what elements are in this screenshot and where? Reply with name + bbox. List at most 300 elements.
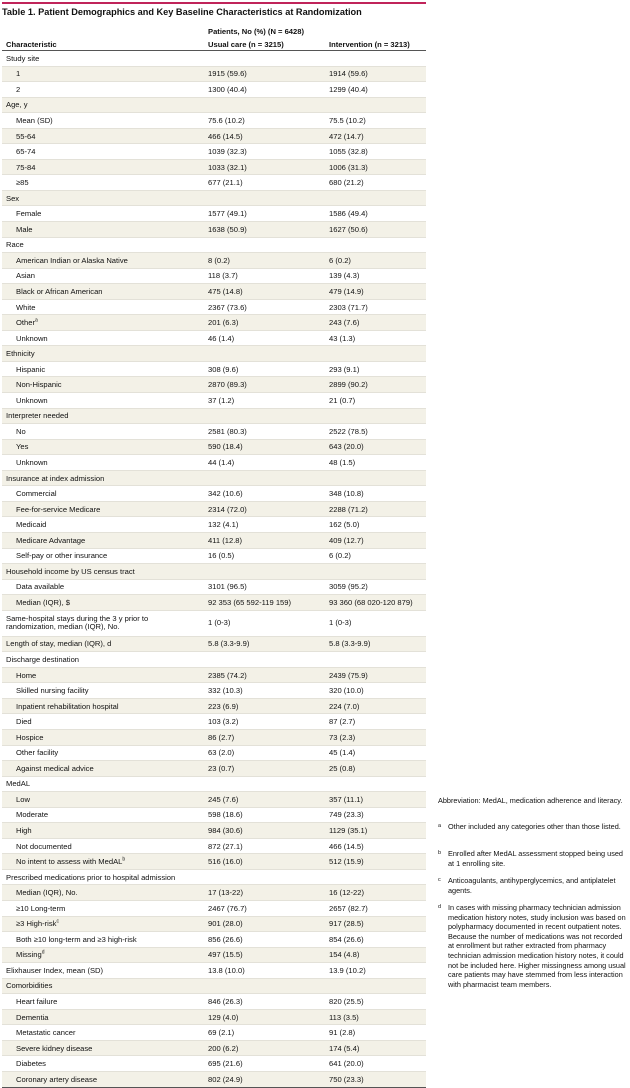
usual-care-value: 308 (9.6)	[200, 361, 321, 377]
row-label	[2, 698, 200, 714]
table-row	[2, 610, 426, 636]
row-label-text: Commercial	[16, 489, 57, 499]
table-row	[2, 455, 426, 471]
intervention-value: 91 (2.8)	[321, 1025, 426, 1041]
row-label	[2, 610, 200, 636]
table-row	[2, 838, 426, 854]
usual-care-value: 46 (1.4)	[200, 330, 321, 346]
table-row	[2, 994, 426, 1010]
intervention-value: 45 (1.4)	[321, 745, 426, 761]
intervention-value: 1914 (59.6)	[321, 66, 426, 82]
intervention-value: 293 (9.1)	[321, 361, 426, 377]
usual-care-value	[200, 51, 321, 67]
table-row	[2, 636, 426, 652]
intervention-value: 93 360 (68 020-120 879)	[321, 595, 426, 611]
intervention-value: 466 (14.5)	[321, 838, 426, 854]
intervention-value: 512 (15.9)	[321, 854, 426, 870]
footnote-c	[438, 876, 628, 895]
table-title: Table 1. Patient Demographics and Key Baseline Characteristics at Randomization	[2, 7, 362, 17]
usual-care-value: 2467 (76.7)	[200, 900, 321, 916]
usual-care-value: 2314 (72.0)	[200, 501, 321, 517]
row-label-text: Ethnicity	[6, 349, 35, 359]
usual-care-value: 245 (7.6)	[200, 792, 321, 808]
table-row	[2, 82, 426, 98]
usual-care-value: 1915 (59.6)	[200, 66, 321, 82]
row-label	[2, 932, 200, 948]
intervention-value: 1299 (40.4)	[321, 82, 426, 98]
row-label	[2, 916, 200, 932]
usual-care-value: 1039 (32.3)	[200, 144, 321, 160]
row-label	[2, 439, 200, 455]
intervention-value: 75.5 (10.2)	[321, 113, 426, 129]
row-label-text: Household income by US census tract	[6, 566, 135, 576]
row-label-text: Metastatic cancer	[16, 1028, 76, 1038]
usual-care-value: 695 (21.6)	[200, 1056, 321, 1072]
usual-care-value	[200, 564, 321, 580]
intervention-value: 1129 (35.1)	[321, 823, 426, 839]
intervention-value	[321, 869, 426, 885]
row-label	[2, 994, 200, 1010]
section-row	[2, 51, 426, 67]
row-label	[2, 268, 200, 284]
usual-care-value: 497 (15.5)	[200, 947, 321, 963]
usual-care-value: 44 (1.4)	[200, 455, 321, 471]
intervention-value: 750 (23.3)	[321, 1072, 426, 1088]
usual-care-value: 103 (3.2)	[200, 714, 321, 730]
footnote-marker: c	[56, 918, 59, 925]
row-label-text: No	[16, 426, 26, 436]
row-label	[2, 947, 200, 963]
row-label-text: ≥10 Long-term	[16, 903, 66, 913]
row-label	[2, 761, 200, 777]
intervention-value: 917 (28.5)	[321, 916, 426, 932]
row-label	[2, 517, 200, 533]
intervention-value: 2522 (78.5)	[321, 424, 426, 440]
table-row	[2, 253, 426, 269]
row-label-text: American Indian or Alaska Native	[16, 255, 128, 265]
table-row	[2, 284, 426, 300]
table-row	[2, 159, 426, 175]
section-row	[2, 652, 426, 668]
table-row	[2, 361, 426, 377]
usual-care-value: 86 (2.7)	[200, 729, 321, 745]
usual-care-value	[200, 652, 321, 668]
intervention-value: 357 (11.1)	[321, 792, 426, 808]
intervention-value: 113 (3.5)	[321, 1009, 426, 1025]
row-label-text: Male	[16, 224, 33, 234]
demographics-table	[2, 25, 426, 1088]
intervention-value: 154 (4.8)	[321, 947, 426, 963]
row-label-text: Died	[16, 717, 32, 727]
row-label	[2, 548, 200, 564]
usual-care-value	[200, 776, 321, 792]
intervention-value: 1006 (31.3)	[321, 159, 426, 175]
table-row	[2, 501, 426, 517]
intervention-value: 820 (25.5)	[321, 994, 426, 1010]
row-label	[2, 1072, 200, 1088]
row-label-text: 1	[16, 69, 21, 79]
usual-care-value: 201 (6.3)	[200, 315, 321, 331]
row-label	[2, 113, 200, 129]
row-label-text: Home	[16, 670, 37, 680]
table-row	[2, 517, 426, 533]
row-label	[2, 1025, 200, 1041]
row-label-text: 55-64	[16, 131, 36, 141]
intervention-value	[321, 408, 426, 424]
intervention-value: 162 (5.0)	[321, 517, 426, 533]
abbreviation-note: Abbreviation: MedAL, medication adherence and literacy.	[438, 796, 623, 805]
usual-care-value: 2581 (80.3)	[200, 424, 321, 440]
row-label-text: Data available	[16, 582, 65, 592]
row-label	[2, 823, 200, 839]
section-label	[2, 237, 200, 253]
table-row	[2, 1009, 426, 1025]
row-label	[2, 1040, 200, 1056]
intervention-value: 13.9 (10.2)	[321, 963, 426, 979]
usual-care-value: 1577 (49.1)	[200, 206, 321, 222]
footnote-text: Anticoagulants, antihyperglycemics, and antiplatelet agents.	[448, 876, 616, 895]
row-label-text: No intent to assess with MedAL	[16, 857, 123, 867]
row-label-text: Hospice	[16, 732, 44, 742]
usual-care-value: 2367 (73.6)	[200, 299, 321, 315]
table-row	[2, 916, 426, 932]
row-label-text: Skilled nursing facility	[16, 686, 89, 696]
table-row	[2, 424, 426, 440]
characteristic-header: Characteristic	[2, 38, 200, 51]
row-label-text: MedAL	[6, 779, 31, 789]
intervention-value: 1 (0-3)	[321, 610, 426, 636]
intervention-value: 2899 (90.2)	[321, 377, 426, 393]
usual-care-value: 13.8 (10.0)	[200, 963, 321, 979]
table-row	[2, 698, 426, 714]
usual-care-value: 129 (4.0)	[200, 1009, 321, 1025]
header-row-span	[2, 25, 426, 38]
table-row	[2, 595, 426, 611]
intervention-value: 1055 (32.8)	[321, 144, 426, 160]
intervention-value: 3059 (95.2)	[321, 579, 426, 595]
section-label	[2, 51, 200, 67]
row-label-text: Median (IQR), No.	[16, 888, 78, 898]
row-label	[2, 486, 200, 502]
row-label	[2, 253, 200, 269]
usual-care-value	[200, 346, 321, 362]
footnote-mark: a	[438, 823, 442, 829]
intervention-value: 749 (23.3)	[321, 807, 426, 823]
row-label	[2, 424, 200, 440]
section-row	[2, 408, 426, 424]
usual-care-value: 856 (26.6)	[200, 932, 321, 948]
row-label	[2, 1009, 200, 1025]
row-label-text: Same-hospital stays during the 3 y prior to randomization, median (IQR), No.	[6, 613, 149, 632]
table-row	[2, 532, 426, 548]
intervention-value: 6 (0.2)	[321, 548, 426, 564]
row-label	[2, 579, 200, 595]
section-label	[2, 564, 200, 580]
row-label-text: Other facility	[16, 748, 59, 758]
intervention-value: 409 (12.7)	[321, 532, 426, 548]
footnote-d	[438, 903, 628, 989]
row-label-text: 2	[16, 84, 21, 94]
section-row	[2, 237, 426, 253]
intervention-value	[321, 237, 426, 253]
row-label-text: 75-84	[16, 162, 36, 172]
table-row	[2, 393, 426, 409]
intervention-value: 472 (14.7)	[321, 128, 426, 144]
usual-care-value: 16 (0.5)	[200, 548, 321, 564]
intervention-value	[321, 652, 426, 668]
row-label-text: Inpatient rehabilitation hospital	[16, 701, 119, 711]
usual-care-value: 1638 (50.9)	[200, 222, 321, 238]
table-row	[2, 714, 426, 730]
row-label	[2, 299, 200, 315]
usual-care-value	[200, 190, 321, 206]
usual-care-value: 475 (14.8)	[200, 284, 321, 300]
row-label-text: Interpreter needed	[6, 411, 69, 421]
footnote-mark: c	[438, 877, 441, 883]
row-label-text: Both ≥10 long-term and ≥3 high-risk	[16, 934, 137, 944]
section-label	[2, 978, 200, 994]
row-label	[2, 377, 200, 393]
intervention-value: 2303 (71.7)	[321, 299, 426, 315]
intervention-value: 21 (0.7)	[321, 393, 426, 409]
table-row	[2, 947, 426, 963]
row-label-text: ≥3 High-risk	[16, 919, 57, 929]
row-label	[2, 714, 200, 730]
usual-care-value: 3101 (96.5)	[200, 579, 321, 595]
table-row	[2, 729, 426, 745]
usual-care-value: 2385 (74.2)	[200, 667, 321, 683]
intervention-value: 479 (14.9)	[321, 284, 426, 300]
intervention-value: 16 (12-22)	[321, 885, 426, 901]
row-label-text: High	[16, 826, 32, 836]
intervention-value	[321, 776, 426, 792]
footnote-mark: b	[438, 850, 442, 856]
intervention-value	[321, 978, 426, 994]
footnote-marker: b	[122, 856, 126, 863]
row-label-text: Black or African American	[16, 286, 103, 296]
intervention-value: 48 (1.5)	[321, 455, 426, 471]
intervention-value	[321, 190, 426, 206]
table-body	[2, 51, 426, 1088]
row-label-text: Study site	[6, 53, 40, 63]
usual-care-value: 901 (28.0)	[200, 916, 321, 932]
section-row	[2, 869, 426, 885]
usual-care-value: 1 (0-3)	[200, 610, 321, 636]
row-label-text: Other	[16, 318, 35, 328]
row-label-text: Hispanic	[16, 364, 46, 374]
row-label	[2, 175, 200, 191]
footnote-marker: d	[41, 949, 45, 956]
table-row	[2, 268, 426, 284]
row-label	[2, 729, 200, 745]
row-label-text: 65-74	[16, 147, 36, 157]
intervention-value: 43 (1.3)	[321, 330, 426, 346]
row-label-text: Against medical advice	[16, 763, 94, 773]
intervention-value: 320 (10.0)	[321, 683, 426, 699]
row-label-text: Heart failure	[16, 997, 58, 1007]
table-row	[2, 175, 426, 191]
section-row	[2, 190, 426, 206]
usual-care-value: 1300 (40.4)	[200, 82, 321, 98]
intervention-value: 2657 (82.7)	[321, 900, 426, 916]
table-row	[2, 932, 426, 948]
usual-care-value: 984 (30.6)	[200, 823, 321, 839]
section-label	[2, 97, 200, 113]
row-label-text: Diabetes	[16, 1059, 46, 1069]
table-row	[2, 1072, 426, 1088]
intervention-value: 25 (0.8)	[321, 761, 426, 777]
intervention-value: 174 (5.4)	[321, 1040, 426, 1056]
row-label	[2, 792, 200, 808]
row-label-text: Prescribed medications prior to hospital admission	[6, 872, 176, 882]
row-label	[2, 455, 200, 471]
section-label	[2, 869, 200, 885]
intervention-value: 1586 (49.4)	[321, 206, 426, 222]
usual-care-value	[200, 408, 321, 424]
usual-care-value: 5.8 (3.3-9.9)	[200, 636, 321, 652]
row-label	[2, 595, 200, 611]
table-row	[2, 579, 426, 595]
section-row	[2, 470, 426, 486]
row-label-text: Low	[16, 794, 30, 804]
section-label	[2, 776, 200, 792]
row-label-text: Asian	[16, 271, 35, 281]
usual-care-value: 802 (24.9)	[200, 1072, 321, 1088]
intervention-value: 854 (26.6)	[321, 932, 426, 948]
usual-care-value: 2870 (89.3)	[200, 377, 321, 393]
row-label	[2, 128, 200, 144]
intervention-value: 224 (7.0)	[321, 698, 426, 714]
section-row	[2, 346, 426, 362]
intervention-value: 139 (4.3)	[321, 268, 426, 284]
usual-care-value	[200, 97, 321, 113]
usual-care-value: 598 (18.6)	[200, 807, 321, 823]
row-label-text: Moderate	[16, 810, 49, 820]
table-row	[2, 1025, 426, 1041]
row-label-text: White	[16, 302, 36, 312]
row-label-text: Insurance at index admission	[6, 473, 105, 483]
intervention-value	[321, 97, 426, 113]
intervention-value: 2288 (71.2)	[321, 501, 426, 517]
usual-care-value: 846 (26.3)	[200, 994, 321, 1010]
usual-care-value: 69 (2.1)	[200, 1025, 321, 1041]
usual-care-value: 872 (27.1)	[200, 838, 321, 854]
section-label	[2, 652, 200, 668]
table-row	[2, 792, 426, 808]
row-label-text: Medicaid	[16, 520, 47, 530]
section-label	[2, 346, 200, 362]
table-row	[2, 486, 426, 502]
row-label	[2, 838, 200, 854]
row-label-text: Unknown	[16, 395, 48, 405]
usual-care-value: 92 353 (65 592-119 159)	[200, 595, 321, 611]
row-label	[2, 667, 200, 683]
table-row	[2, 807, 426, 823]
table-row	[2, 206, 426, 222]
usual-care-value: 200 (6.2)	[200, 1040, 321, 1056]
table-row	[2, 222, 426, 238]
footnote-marker: a	[35, 317, 38, 324]
intervention-value: 2439 (75.9)	[321, 667, 426, 683]
row-label	[2, 66, 200, 82]
table-row	[2, 66, 426, 82]
table-row	[2, 823, 426, 839]
usual-care-value: 342 (10.6)	[200, 486, 321, 502]
table-row	[2, 745, 426, 761]
row-label	[2, 82, 200, 98]
table-row	[2, 761, 426, 777]
row-label-text: Discharge destination	[6, 655, 80, 664]
footnote-text: Enrolled after MedAL assessment stopped being used at 1 enrolling site.	[448, 849, 623, 868]
intervention-value: 348 (10.8)	[321, 486, 426, 502]
intervention-value: 680 (21.2)	[321, 175, 426, 191]
row-label-text: Medicare Advantage	[16, 535, 86, 545]
table-row	[2, 439, 426, 455]
intervention-header: Intervention (n = 3213)	[321, 38, 426, 51]
row-label-text: Fee-for-service Medicare	[16, 504, 101, 514]
usual-care-value: 677 (21.1)	[200, 175, 321, 191]
row-label	[2, 963, 200, 979]
row-label	[2, 854, 200, 870]
row-label-text: Female	[16, 209, 42, 219]
row-label	[2, 159, 200, 175]
intervention-value: 243 (7.6)	[321, 315, 426, 331]
usual-care-value: 23 (0.7)	[200, 761, 321, 777]
table-row	[2, 1056, 426, 1072]
row-label-text: Yes	[16, 442, 29, 452]
usual-care-value: 37 (1.2)	[200, 393, 321, 409]
usual-care-value: 132 (4.1)	[200, 517, 321, 533]
usual-care-value: 466 (14.5)	[200, 128, 321, 144]
row-label-text: Median (IQR), $	[16, 597, 71, 607]
row-label	[2, 315, 200, 331]
header-row-columns	[2, 38, 426, 51]
usual-care-value: 223 (6.9)	[200, 698, 321, 714]
table-row	[2, 377, 426, 393]
usual-care-value: 63 (2.0)	[200, 745, 321, 761]
row-label-text: Sex	[6, 193, 20, 203]
table-row	[2, 330, 426, 346]
section-row	[2, 776, 426, 792]
usual-care-value: 411 (12.8)	[200, 532, 321, 548]
table-row	[2, 667, 426, 683]
table-row	[2, 1040, 426, 1056]
title-rule	[2, 2, 426, 4]
row-label-text: Severe kidney disease	[16, 1043, 93, 1053]
table-row	[2, 683, 426, 699]
usual-care-value: 516 (16.0)	[200, 854, 321, 870]
table-row	[2, 299, 426, 315]
row-label-text: ≥85	[16, 178, 29, 188]
row-label	[2, 284, 200, 300]
usual-care-value: 332 (10.3)	[200, 683, 321, 699]
usual-care-value: 118 (3.7)	[200, 268, 321, 284]
section-label	[2, 408, 200, 424]
intervention-value	[321, 564, 426, 580]
table-row	[2, 900, 426, 916]
section-row	[2, 97, 426, 113]
usual-care-value	[200, 470, 321, 486]
row-label	[2, 222, 200, 238]
footnote-b	[438, 849, 628, 868]
intervention-value: 6 (0.2)	[321, 253, 426, 269]
footnote-text: Other included any categories other than those listed.	[448, 822, 621, 831]
table-row	[2, 854, 426, 870]
usual-care-value: 1033 (32.1)	[200, 159, 321, 175]
row-label	[2, 636, 200, 652]
usual-care-value: 8 (0.2)	[200, 253, 321, 269]
usual-care-value	[200, 237, 321, 253]
